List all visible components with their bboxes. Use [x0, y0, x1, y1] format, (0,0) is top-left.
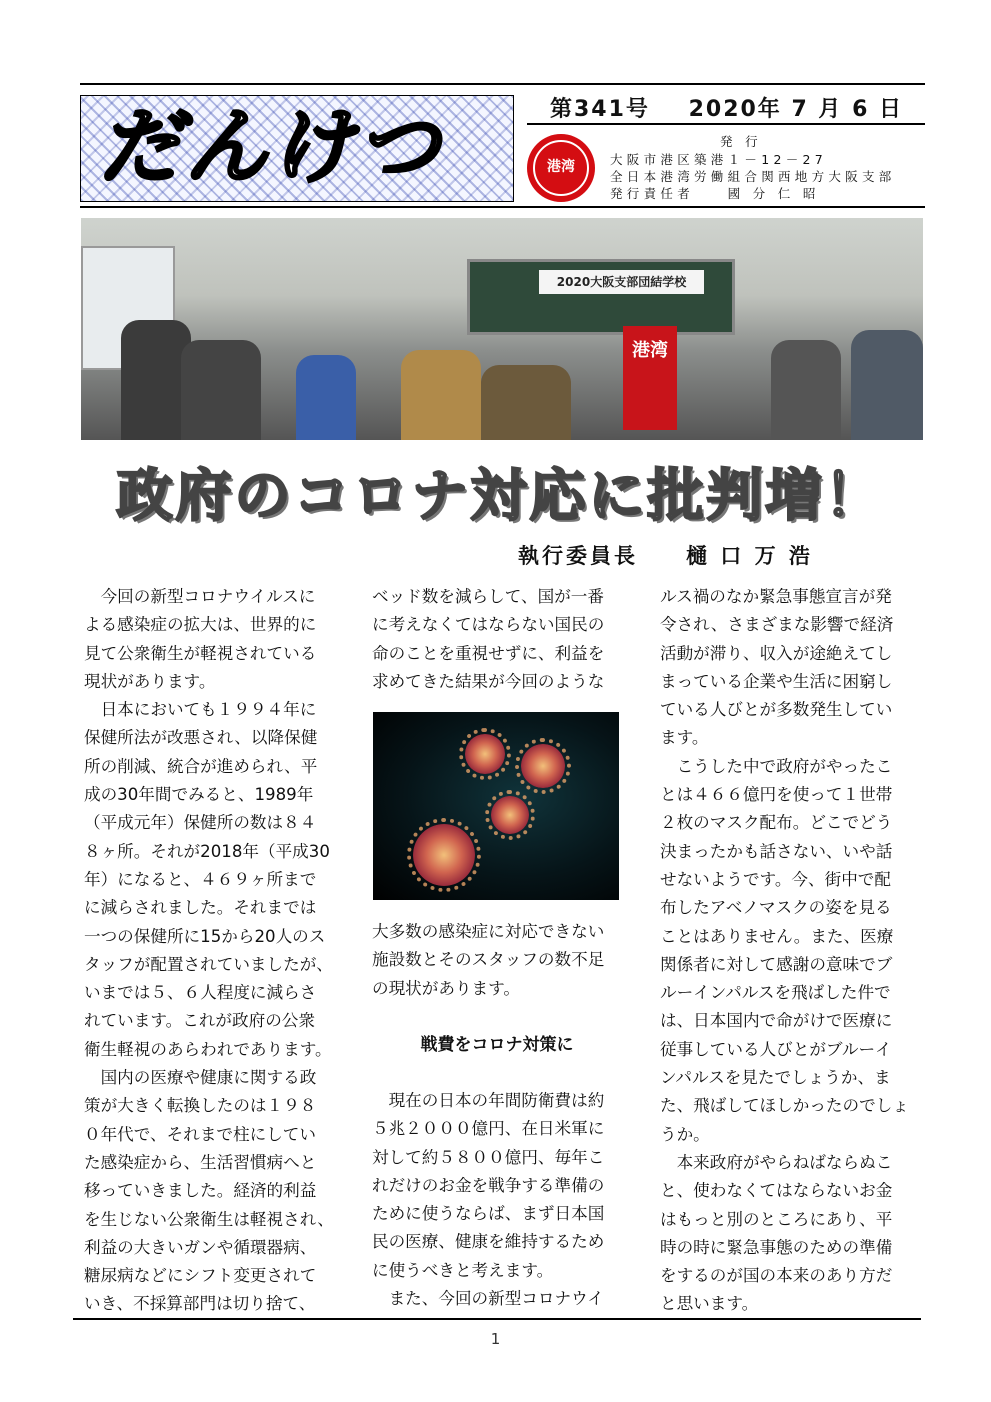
article-column-2-top: ベッド数を減らして、国が一番 に考えなくてはならない国民の 命のことを重視せずに、利益を 求めてきた結果が今回のような [372, 587, 605, 691]
header-bottom-rule [80, 206, 925, 208]
page-number: 1 [490, 1330, 501, 1348]
masthead-title: だんけつ [99, 100, 443, 195]
header-top-rule [80, 83, 925, 85]
byline: 執行委員長 樋 口 万 浩 [518, 543, 813, 568]
article-column-2-bottom: 現在の日本の年間防衛費は約 ５兆２０００億円、在日米軍に 対して約５８００億円、毎年こ れだけのお金を戦争する準備の ために使うならば、まず日本国 民の医療、健康を維持するため に使うべきと考えます。 また、今回の新型コロナウイ [372, 1091, 605, 1309]
publisher-responsible: 発行責任者 國 分 仁 昭 [610, 186, 820, 201]
publisher-organization: 全日本港湾労働組合関西地方大阪支部 [610, 169, 896, 184]
photo-person [401, 350, 481, 440]
union-seal [527, 134, 595, 202]
issue-underline [527, 123, 925, 125]
footer-rule [73, 1318, 921, 1320]
photo-person [481, 365, 571, 440]
coronavirus-image [373, 712, 619, 900]
article-column-2-middle: 大多数の感染症に対応できない 施設数とそのスタッフの数不足 の現状があります。 [372, 922, 605, 998]
virus-particle [521, 744, 565, 788]
publisher-address: 大阪市港区築港１－12－27 [610, 152, 828, 167]
photo-podium: 港湾 [623, 326, 677, 430]
photo-person [851, 330, 923, 440]
virus-particle [491, 796, 529, 834]
virus-particle [413, 824, 475, 886]
article-column-3: ルス禍のなか緊急事態宣言が発 令され、さまざまな影響で経済 活動が滞り、収入が途絶えてし まっている企業や生活に困窮し ている人びとが多数発生してい ます。 こうした中で政府がやったこ とは４６６億円を使って１世帯 ２枚のマスク配布。どこでどう 決まったかも話さない、いや話 せないようです。今、街中で配 布したアベノマスクの姿を見る ことはありません。また、医療 関係者に対して感謝の意味でブ ルーインパルスを飛ばした件で は、日本国内で命がけで医療に 従事している人びとがブルーイ ンパルスを見たでしょうか、ま た、飛ばしてほしかったのでしょ うか。 本来政府がやらねばならぬこ と、使わなくてはならないお金 はもっと別のところにあり、平 時の時に緊急事態のための準備 をするのが国の本来のあり方だ と思います。 [660, 587, 909, 1314]
photo-person [296, 355, 356, 440]
seal-text: 港湾 [547, 159, 575, 175]
issue-number: 第341号 [550, 97, 650, 122]
virus-particle [465, 734, 505, 774]
issue-line [550, 92, 903, 123]
article-column-1: 今回の新型コロナウイルスに よる感染症の拡大は、世界的に 見て公衆衛生が軽視されている 現状があります。 日本においても１９９４年に 保健所法が改悪され、以降保健 所の削減、統合が進められ、平 成の30年間でみると、1989年 （平成元年）保健所の数は８４ ８ヶ所。それが2018年（平成30 年）になると、４６９ヶ所まで に減らされました。それまでは 一つの保健所に15から20人のス タッフが配置されていましたが、 いまでは５、６人程度に減らさ れています。これが政府の公衆 衛生軽視のあらわれであります。 国内の医療や健康に関する政 策が大きく転換したのは１９８ ０年代で、それまで柱にしてい た感染症から、生活習慣病へと 移っていきました。経済的利益 を生じない公衆衛生は軽視され、 利益の大きいガンや循環器病、 糖尿病などにシフト変更されて いき、不採算部門は切り捨て、 [84, 587, 334, 1314]
headline: 政府のコロナ対応に批判増！ [116, 464, 884, 529]
issue-date: 2020年 7 月 6 日 [688, 97, 904, 122]
masthead-logo [80, 95, 514, 202]
meeting-photo [81, 218, 923, 440]
photo-banner: 2020大阪支部団結学校 [539, 270, 704, 294]
publisher-label: 発 行 [720, 134, 762, 149]
article-subhead: 戦費をコロナ対策に [420, 1035, 574, 1055]
photo-person [181, 340, 261, 440]
photo-person [771, 340, 841, 440]
